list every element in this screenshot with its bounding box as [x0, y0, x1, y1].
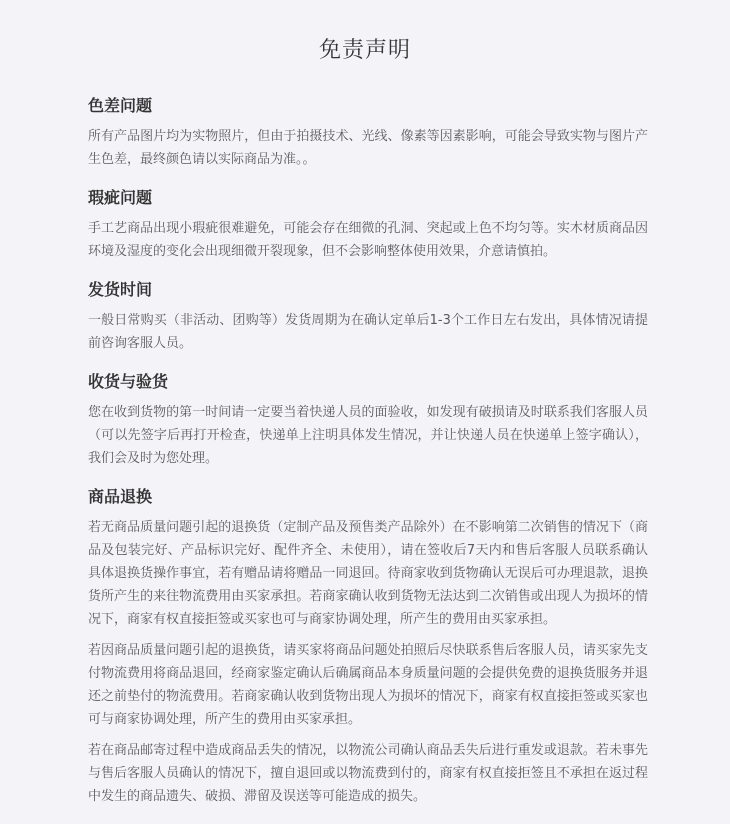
section-heading: 瑕疵问题 [88, 188, 153, 207]
section-shipping-time [88, 279, 648, 355]
section-heading: 商品退换 [88, 487, 153, 506]
section-paragraph: 所有产品图片均为实物照片，但由于拍摄技术、光线、像素等因素影响，可能会导致实物与图片产生色差，最终颜色请以实际商品为准。。 [88, 129, 648, 167]
section-heading: 色差问题 [88, 96, 153, 115]
section-returns [88, 486, 648, 808]
section-color-difference [88, 95, 648, 171]
section-paragraph: 若在商品邮寄过程中造成商品丢失的情况，以物流公司确认商品丢失后进行重发或退款。若未事先与售后客服人员确认的情况下，擅自退回或以物流费到付的，商家有权直接拒签且不承担在返过程中发生的商品遗失、破损、滞留及误送等可能造成的损失。 [88, 743, 648, 804]
section-paragraph: 手工艺商品出现小瑕疵很难避免，可能会存在细微的孔洞、突起或上色不均匀等。实木材质商品因环境及湿度的变化会出现细微开裂现象，但不会影响整体使用效果，介意请慎拍。 [88, 221, 648, 259]
section-paragraph: 若因商品质量问题引起的退换货，请买家将商品问题处拍照后尽快联系售后客服人员，请买家先支付物流费用将商品退回，经商家鉴定确认后确属商品本身质量问题的会提供免费的退换货服务并退还之前垫付的物流费用。若商家确认收到货物出现人为损坏的情况下，商家有权直接拒签或买家也可与商家协调处理，所产生的费用由买家承担。 [88, 643, 648, 727]
section-receiving-inspection [88, 371, 648, 470]
section-paragraph: 若无商品质量问题引起的退换货（定制产品及预售类产品除外）在不影响第二次销售的情况下（商品及包装完好、产品标识完好、配件齐全、未使用），请在签收后7天内和售后客服人员联系确认具体退换货操作事宜，若有赠品请将赠品一同退回。待商家收到货物确认无误后可办理退款，退换货所产生的来往物流费用由买家承担。若商家确认收到货物无法达到二次销售或出现人为损坏的情况下，商家有权直接拒签或买家也可与商家协调处理，所产生的费用由买家承担。 [88, 520, 648, 627]
section-heading: 发货时间 [88, 280, 153, 299]
section-heading: 收货与验货 [88, 372, 169, 391]
section-defects [88, 187, 648, 263]
page-title: 免责声明 [318, 38, 411, 63]
disclaimer-content [88, 95, 648, 824]
section-paragraph: 您在收到货物的第一时间请一定要当着快递人员的面验收，如发现有破损请及时联系我们客服人员（可以先签字后再打开检查，快递单上注明具体发生情况，并让快递人员在快递单上签字确认），我们会及时为您处理。 [88, 405, 648, 466]
section-paragraph: 一般日常购买（非活动、团购等）发货周期为在确认定单后1-3个工作日左右发出，具体情况请提前咨询客服人员。 [88, 313, 648, 351]
